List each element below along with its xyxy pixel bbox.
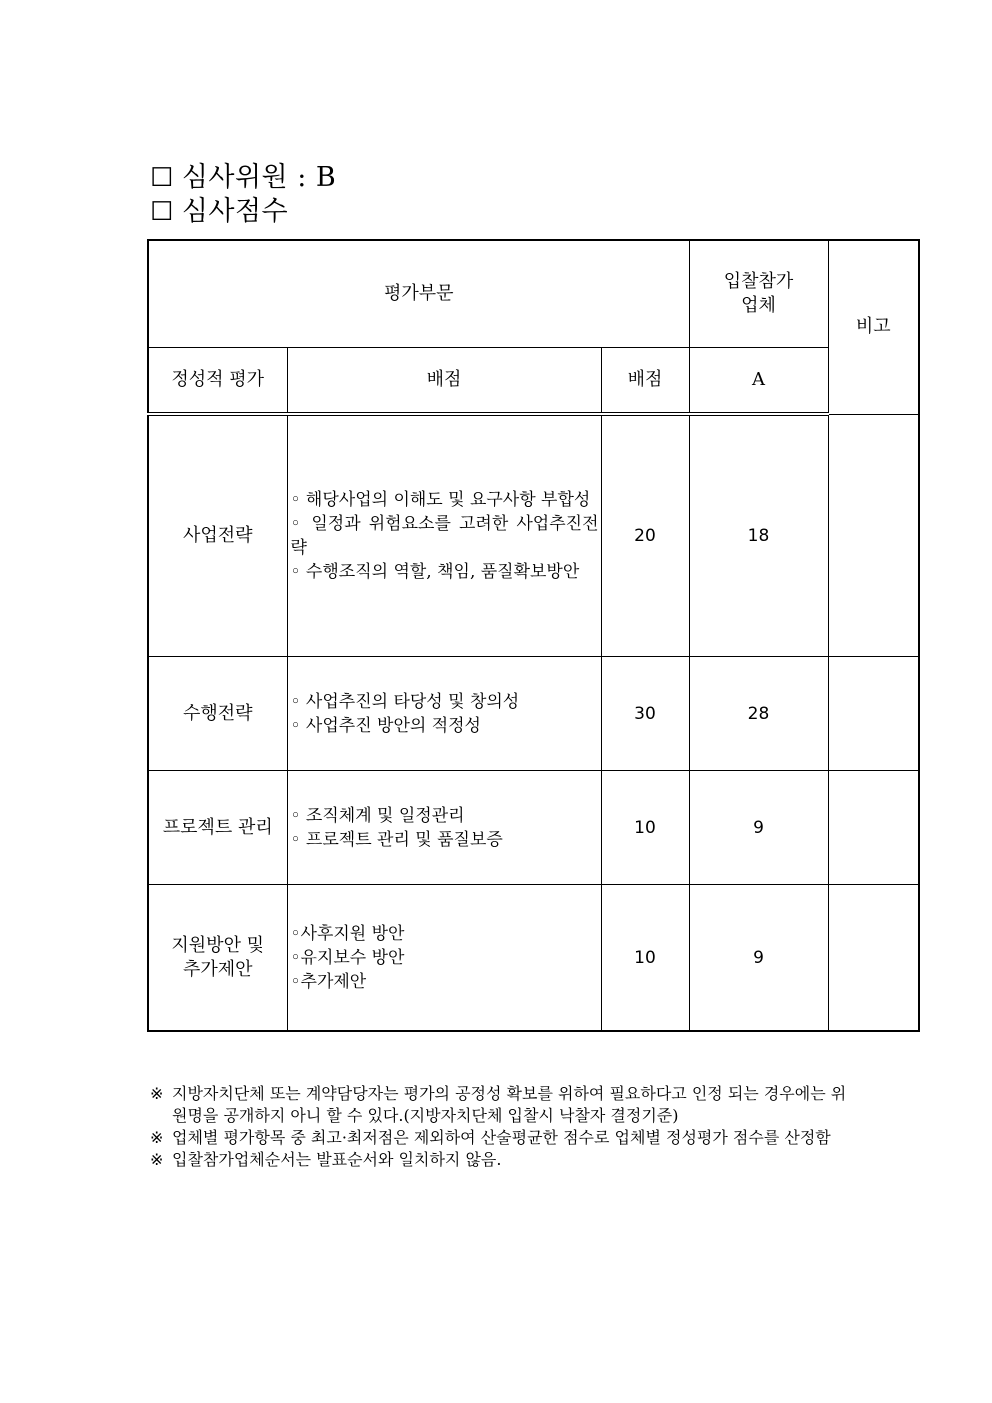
table-header-row [148,240,919,348]
allotment-header: 배점 [287,348,601,415]
points-cell: 10 [601,885,689,1032]
score-label: 심사점수 [181,196,289,227]
remark-cell [828,885,919,1032]
category-name-line1: 지원방안 및 [171,934,265,956]
checkbox-icon: ☐ [150,197,174,227]
category-name: 수행전략 [148,657,287,771]
points-cell: 30 [601,657,689,771]
qualitative-header: 정성적 평가 [148,348,287,415]
criteria-cell [287,885,601,1032]
score-cell: 9 [689,885,828,1032]
judge-heading [150,162,336,194]
judge-label: 심사위원 : B [181,162,337,193]
reference-mark-icon: ※ [150,1084,164,1103]
score-cell: 9 [689,771,828,885]
points-cell: 20 [601,414,689,657]
footnote-text: 지방자치단체 또는 계약담당자는 평가의 공정성 확보를 위하여 필요하다고 인정 되는 경우에는 위원명을 공개하지 아니 할 수 있다.(지방자치단체 입찰시 낙찰자 결정기준) [172,1084,847,1125]
table-row [148,885,919,1032]
bidder-header-line1: 입찰참가 [723,271,794,292]
criteria-item: ◦사후지원 방안 [290,923,405,944]
criteria-item: ◦ 프로젝트 관리 및 품질보증 [290,829,503,850]
remark-cell [828,771,919,885]
bidder-header [689,240,828,348]
remark-cell [828,657,919,771]
score-cell: 18 [689,414,828,657]
bidder-header-line2: 업체 [741,295,776,316]
criteria-item: ◦ 사업추진의 타당성 및 창의성 [290,691,520,712]
category-name [148,885,287,1032]
criteria-item: ◦추가제안 [290,971,367,992]
remark-cell [828,414,919,657]
reference-mark-icon: ※ [150,1128,164,1147]
criteria-item: ◦유지보수 방안 [290,947,405,968]
score-heading [150,196,288,228]
criteria-item: ◦ 일정과 위험요소를 고려한 사업추진전략 [290,514,599,558]
table-row [148,657,919,771]
table-row [148,414,919,657]
category-header: 평가부문 [148,240,689,348]
criteria-item: ◦ 조직체계 및 일정관리 [290,805,465,826]
points-cell: 10 [601,771,689,885]
score-table [147,239,920,1032]
criteria-item: ◦ 해당사업의 이해도 및 요구사항 부합성 [290,490,591,510]
criteria-item: ◦ 사업추진 방안의 적정성 [290,715,481,736]
score-cell: 28 [689,657,828,771]
criteria-item: ◦ 수행조직의 역할, 책임, 품질확보방안 [290,562,580,582]
criteria-cell [287,657,601,771]
table-subheader-row [148,348,919,415]
reference-mark-icon: ※ [150,1150,164,1169]
remarks-header: 비고 [828,240,919,414]
category-name: 프로젝트 관리 [148,771,287,885]
footnote-text: 업체별 평가항목 중 최고·최저점은 제외하여 산술평균한 점수로 업체별 정성평가 점수를 산정함 [172,1128,831,1147]
footnote [150,1127,850,1149]
criteria-cell [287,414,601,657]
footnotes [150,1083,850,1171]
category-name-line2: 추가제안 [182,958,253,980]
footnote-text: 입찰참가업체순서는 발표순서와 일치하지 않음. [172,1150,502,1169]
company-header: A [689,348,828,415]
allotment-col-header: 배점 [601,348,689,415]
checkbox-icon: ☐ [150,163,174,193]
footnote [150,1149,850,1171]
table-row [148,771,919,885]
criteria-cell [287,771,601,885]
footnote [150,1083,850,1127]
category-name: 사업전략 [148,414,287,657]
